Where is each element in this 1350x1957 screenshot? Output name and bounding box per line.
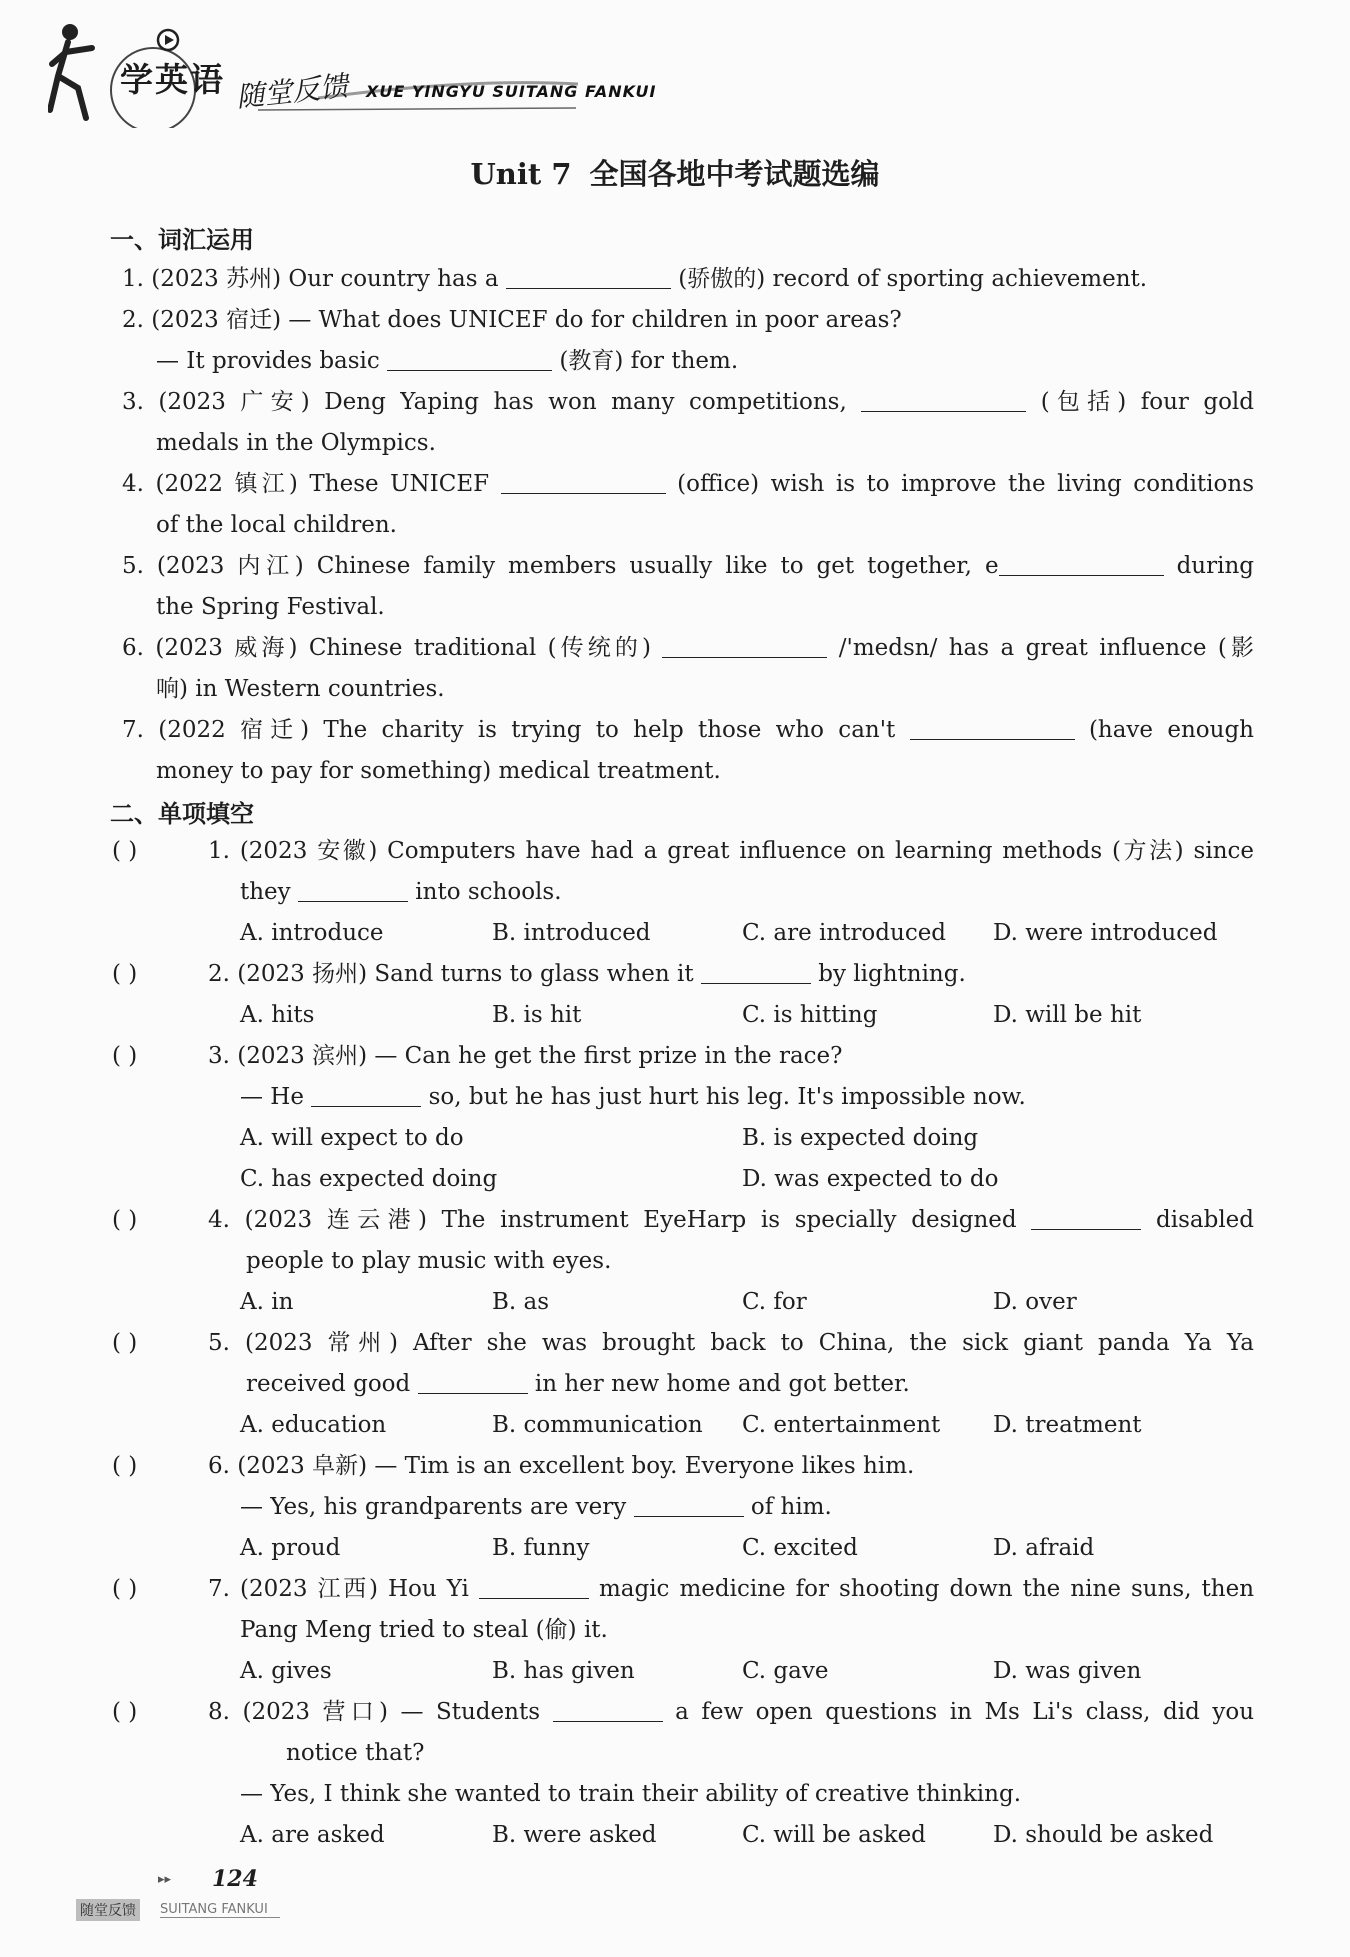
question-line: 8. (2023 营口) — Students a few open questions in Ms Li's class, did you xyxy=(208,1692,1254,1732)
answer-bracket[interactable]: ( ) xyxy=(112,1330,138,1356)
answer-blank[interactable] xyxy=(999,549,1164,576)
option-d[interactable]: D. over xyxy=(993,1289,1077,1315)
section-heading-multiple-choice: 二、单项填空 xyxy=(110,800,254,828)
option-a[interactable]: A. education xyxy=(240,1412,387,1438)
footer-label xyxy=(76,1899,284,1921)
question-line: Pang Meng tried to steal (偷) it. xyxy=(240,1617,608,1643)
question-line: 5. (2023 常州) After she was brought back to China, the sick giant panda Ya Ya xyxy=(208,1330,1254,1356)
option-b[interactable]: B. is expected doing xyxy=(742,1125,979,1151)
question-line: they into schools. xyxy=(240,872,562,912)
answer-blank[interactable] xyxy=(298,875,408,902)
option-d[interactable]: D. were introduced xyxy=(993,920,1218,946)
option-a[interactable]: A. in xyxy=(240,1289,294,1315)
option-c[interactable]: C. excited xyxy=(742,1535,858,1561)
brand-title: 学英语 xyxy=(120,60,225,99)
vocab-line: 4. (2022 镇江) These UNICEF (office) wish is to improve the living conditions xyxy=(122,464,1254,504)
question-line: 1. (2023 安徽) Computers have had a great influence on learning methods (方法) since xyxy=(208,838,1254,864)
question-line: received good in her new home and got better. xyxy=(246,1364,910,1404)
arrow-icon: ▸▸ xyxy=(158,1872,172,1887)
option-c[interactable]: C. are introduced xyxy=(742,920,947,946)
answer-bracket[interactable]: ( ) xyxy=(112,1207,138,1233)
answer-bracket[interactable]: ( ) xyxy=(112,838,138,864)
option-a[interactable]: A. proud xyxy=(240,1535,341,1561)
unit-title-cn: 全国各地中考试题选编 xyxy=(589,157,880,191)
option-a[interactable]: A. will expect to do xyxy=(240,1125,464,1151)
option-b[interactable]: B. were asked xyxy=(492,1822,657,1848)
unit-label: Unit 7 xyxy=(470,157,572,191)
vocab-line: — It provides basic (教育) for them. xyxy=(156,341,738,381)
question-line: — Yes, his grandparents are very of him. xyxy=(240,1487,832,1527)
footer-label-en: SUITANG FANKUI xyxy=(160,1902,280,1918)
option-d[interactable]: D. will be hit xyxy=(993,1002,1142,1028)
answer-blank[interactable] xyxy=(910,713,1075,740)
answer-blank[interactable] xyxy=(861,385,1026,412)
vocab-line: 响) in Western countries. xyxy=(156,676,445,702)
vocab-line: 6. (2023 威海) Chinese traditional (传统的) /'medsn/ has a great influence (影 xyxy=(122,628,1254,668)
vocab-line: 1. (2023 苏州) Our country has a (骄傲的) record of sporting achievement. xyxy=(122,259,1254,299)
brand-subtitle: 随堂反馈 xyxy=(234,69,350,114)
option-c[interactable]: C. has expected doing xyxy=(240,1166,498,1192)
option-c[interactable]: C. gave xyxy=(742,1658,829,1684)
footer-label-cn: 随堂反馈 xyxy=(76,1899,140,1921)
answer-blank[interactable] xyxy=(311,1080,421,1107)
answer-blank[interactable] xyxy=(479,1572,589,1599)
answer-blank[interactable] xyxy=(662,631,827,658)
option-d[interactable]: D. afraid xyxy=(993,1535,1095,1561)
question-line: 6. (2023 阜新) — Tim is an excellent boy. Everyone likes him. xyxy=(208,1453,915,1479)
option-a[interactable]: A. hits xyxy=(240,1002,315,1028)
page-title xyxy=(0,152,1350,193)
option-c[interactable]: C. entertainment xyxy=(742,1412,941,1438)
question-line: people to play music with eyes. xyxy=(246,1248,612,1274)
question-line: — He so, but he has just hurt his leg. It's impossible now. xyxy=(240,1077,1026,1117)
option-a[interactable]: A. are asked xyxy=(240,1822,385,1848)
option-d[interactable]: D. was expected to do xyxy=(742,1166,999,1192)
option-d[interactable]: D. was given xyxy=(993,1658,1142,1684)
vocab-line: medals in the Olympics. xyxy=(156,430,436,456)
answer-bracket[interactable]: ( ) xyxy=(112,961,138,987)
answer-blank[interactable] xyxy=(634,1490,744,1517)
vocab-line: 7. (2022 宿迁) The charity is trying to help those who can't (have enough xyxy=(122,710,1254,750)
option-c[interactable]: C. for xyxy=(742,1289,807,1315)
question-line: 2. (2023 扬州) Sand turns to glass when it by lightning. xyxy=(208,954,966,994)
vocab-line: money to pay for something) medical treatment. xyxy=(156,758,721,784)
answer-blank[interactable] xyxy=(701,957,811,984)
option-d[interactable]: D. treatment xyxy=(993,1412,1142,1438)
option-b[interactable]: B. has given xyxy=(492,1658,635,1684)
vocab-line: the Spring Festival. xyxy=(156,594,385,620)
answer-blank[interactable] xyxy=(506,262,671,289)
question-line: 3. (2023 滨州) — Can he get the first prize in the race? xyxy=(208,1043,843,1069)
brand-pinyin: XUE YINGYU SUITANG FANKUI xyxy=(366,82,657,101)
page-number: 124 xyxy=(212,1866,258,1892)
question-line: notice that? xyxy=(286,1740,425,1766)
option-a[interactable]: A. gives xyxy=(240,1658,332,1684)
option-b[interactable]: B. introduced xyxy=(492,920,651,946)
option-b[interactable]: B. as xyxy=(492,1289,550,1315)
option-c[interactable]: C. will be asked xyxy=(742,1822,926,1848)
question-line: 4. (2023 连云港) The instrument EyeHarp is specially designed disabled xyxy=(208,1200,1254,1240)
section-heading-vocabulary: 一、词汇运用 xyxy=(110,226,254,254)
answer-bracket[interactable]: ( ) xyxy=(112,1699,138,1725)
vocab-line: of the local children. xyxy=(156,512,397,538)
answer-blank[interactable] xyxy=(553,1695,663,1722)
answer-bracket[interactable]: ( ) xyxy=(112,1576,138,1602)
vocab-line: 2. (2023 宿迁) — What does UNICEF do for children in poor areas? xyxy=(122,307,902,333)
answer-blank[interactable] xyxy=(501,467,666,494)
option-a[interactable]: A. introduce xyxy=(240,920,384,946)
answer-bracket[interactable]: ( ) xyxy=(112,1453,138,1479)
question-line: — Yes, I think she wanted to train their ability of creative thinking. xyxy=(240,1781,1022,1807)
answer-blank[interactable] xyxy=(1031,1203,1141,1230)
option-b[interactable]: B. is hit xyxy=(492,1002,582,1028)
answer-bracket[interactable]: ( ) xyxy=(112,1043,138,1069)
option-b[interactable]: B. communication xyxy=(492,1412,703,1438)
vocab-line: 3. (2023 广安) Deng Yaping has won many competitions, (包括) four gold xyxy=(122,382,1254,422)
option-d[interactable]: D. should be asked xyxy=(993,1822,1214,1848)
vocab-line: 5. (2023 内江) Chinese family members usually like to get together, e during xyxy=(122,546,1254,586)
question-line: 7. (2023 江西) Hou Yi magic medicine for shooting down the nine suns, then xyxy=(208,1569,1254,1609)
page-header xyxy=(48,18,668,128)
answer-blank[interactable] xyxy=(418,1367,528,1394)
answer-blank[interactable] xyxy=(387,344,552,371)
option-b[interactable]: B. funny xyxy=(492,1535,590,1561)
option-c[interactable]: C. is hitting xyxy=(742,1002,878,1028)
